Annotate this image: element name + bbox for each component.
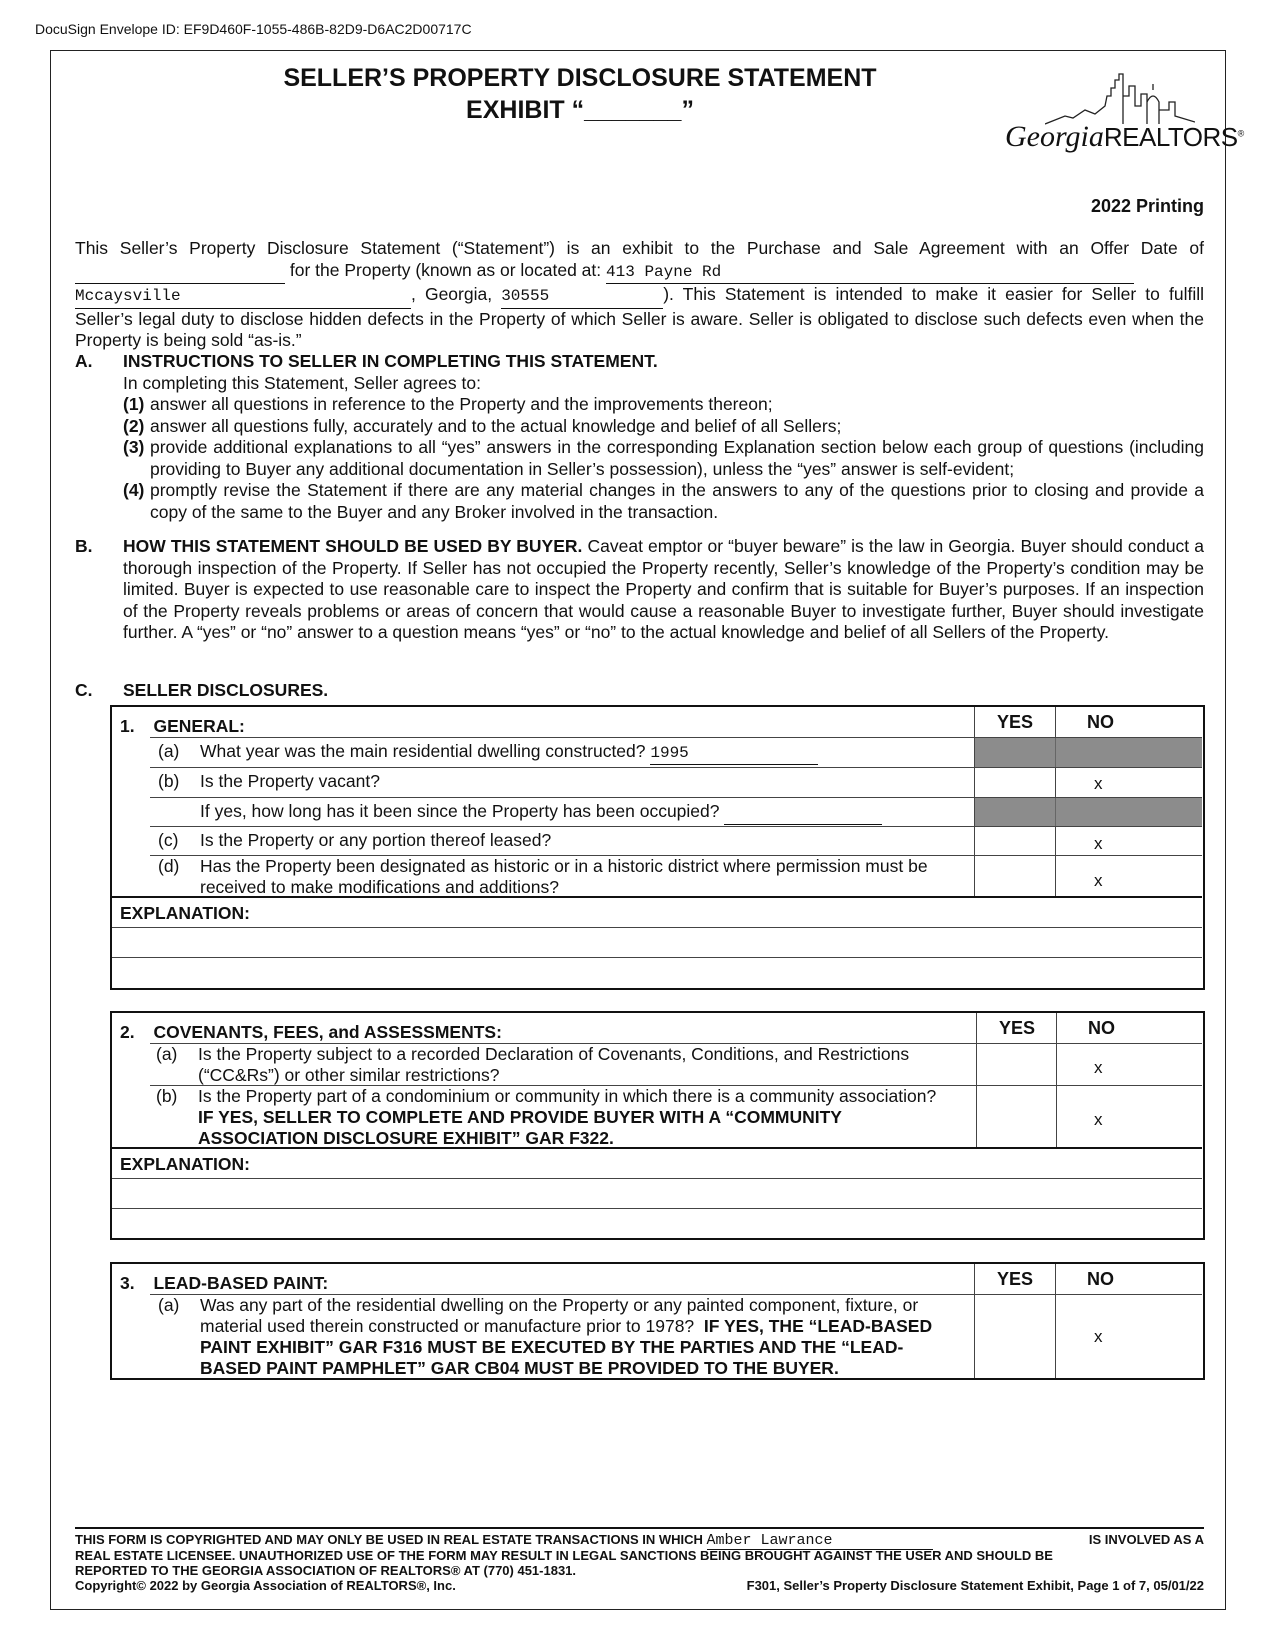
section-b — [75, 536, 1204, 644]
question-b: Is the Property part of a condominium or community in which there is a community association? IF YES, SELLER TO COMPLETE AND PROVIDE BUYER WITH A “COMMUNITY ASSOCIATION DISCLOSURE EXHIBIT” GAR F322. — [198, 1086, 937, 1148]
vacancy-duration-field[interactable] — [724, 803, 882, 825]
yes-header: YES — [999, 1018, 1036, 1038]
explanation-label: EXPLANATION: — [120, 1154, 250, 1174]
section-heading: GENERAL: — [153, 716, 245, 736]
question-a: Is the Property subject to a recorded Declaration of Covenants, Conditions, and Restrictions (“CC&Rs”) or other similar restrictions? — [198, 1044, 910, 1085]
section-heading: LEAD-BASED PAINT: — [153, 1273, 329, 1293]
licensee-field[interactable]: Amber Lawrance — [707, 1533, 933, 1550]
section-c-letter: C. — [75, 680, 93, 700]
intro-text-4: ). This Statement is intended to make it easier for Seller to fulfill Seller’s legal duty to disclose hidden defects in the Property of which Seller is aware. Seller is obligated to disclose such defects even when the Property is being sold “as-is.” — [75, 284, 1204, 350]
printing-year: 2022 Printing — [1090, 196, 1204, 216]
georgia-realtors-logo — [1005, 66, 1245, 166]
section-c-heading: SELLER DISCLOSURES. — [123, 680, 329, 700]
list-item: (4) promptly revise the Statement if there are any material changes in the answers to any of the questions prior to closing and provide a copy of the same to the Buyer and any Broker involved in the transaction. — [123, 480, 1204, 522]
section-a-list — [123, 394, 1204, 523]
section-a-heading: INSTRUCTIONS TO SELLER IN COMPLETING THIS STATEMENT. — [123, 351, 658, 371]
list-item: (1) answer all questions in reference to the Property and the improvements thereon; — [123, 394, 773, 414]
offer-date-field[interactable] — [75, 262, 285, 285]
no-header: NO — [1087, 1269, 1114, 1289]
title-line-1: SELLER’S PROPERTY DISCLOSURE STATEMENT — [283, 64, 877, 92]
logo-registered: ® — [1237, 128, 1245, 139]
form-id: F301, Seller’s Property Disclosure Statement Exhibit, Page 1 of 7, 05/01/22 — [746, 1578, 1204, 1593]
yes-header: YES — [997, 712, 1034, 732]
section-b-heading: HOW THIS STATEMENT SHOULD BE USED BY BUYER. — [123, 536, 583, 556]
explanation-label: EXPLANATION: — [120, 903, 250, 923]
intro-paragraph — [75, 238, 1204, 352]
skyline-icon — [1045, 66, 1195, 126]
copyright: Copyright© 2022 by Georgia Association of REALTORS®, Inc. — [75, 1578, 456, 1593]
footer-text: THIS FORM IS COPYRIGHTED AND MAY ONLY BE USED IN REAL ESTATE TRANSACTIONS IN WHICH — [75, 1532, 703, 1547]
zip-field[interactable]: 30555 — [501, 286, 663, 309]
page-title — [240, 62, 920, 126]
section-a-lead: In completing this Statement, Seller agrees to: — [123, 372, 481, 393]
section-number: 2. — [120, 1022, 135, 1042]
section-b-text: Caveat emptor or “buyer beware” is the law in Georgia. Buyer should conduct a thorough inspection of the Property. If Seller has not occupied the Property recently, Seller’s knowledge of the Property’s condition may be limited. Buyer is expected to use reasonable care to inspect the Property and confirm that is suitable for Buyer’s purposes. If an inspection of the Property reveals problems or areas of concern that would cause a reasonable Buyer to investigate further, Buyer should investigate further. A “yes” or “no” answer to a question means “yes” or “no” to the actual knowledge and belief of all Sellers of the Property. — [123, 536, 1204, 642]
list-item: (3) provide additional explanations to all “yes” answers in the corresponding Explanation section below each group of questions (including providing to Buyer any additional documentation in Seller’s possession), unless the “yes” answer is self-evident; — [123, 437, 1204, 479]
answer-no-checkbox[interactable]: x — [1094, 1327, 1103, 1346]
lead-paint-table: YES NO 3. LEAD-BASED PAINT: (a) Was any part of the residential dwelling on the Property or any painted component, fixture, or material used therein constructed or manufacture prior to 1978? IF YES, THE “LEAD-BASED PAINT EXHIBIT” GAR F316 MUST BE EXECUTED BY THE PARTIES AND THE “LEAD- BASED PAINT PAMPHLET” GAR CB04 MUST BE PROVIDED TO THE BUYER. x — [110, 1262, 1205, 1380]
section-a — [75, 351, 1204, 523]
section-number: 1. — [120, 716, 135, 736]
question-b-followup: If yes, how long has it been since the Property has been occupied? — [200, 801, 882, 825]
question-a: What year was the main residential dwelling constructed? 1995 — [200, 741, 818, 765]
section-b-letter: B. — [75, 536, 93, 556]
section-heading: COVENANTS, FEES, and ASSESSMENTS: — [153, 1022, 502, 1042]
intro-text-1: This Seller’s Property Disclosure Statement (“Statement”) is an exhibit to the Purchase and Sale Agreement with an Offer Date of — [75, 238, 1204, 258]
explanation-line[interactable] — [114, 928, 1200, 956]
footer-text: REAL ESTATE LICENSEE. UNAUTHORIZED USE OF THE FORM MAY RESULT IN LEGAL SANCTIONS BEING BROUGHT AGAINST THE USER AND SHOULD BE — [75, 1548, 1053, 1563]
intro-text-3: , Georgia, — [411, 284, 493, 304]
question-d: Has the Property been designated as historic or in a historic district where permission must be received to make modifications and additions? — [200, 856, 928, 897]
title-line-2: EXHIBIT “_______” — [466, 96, 694, 124]
logo-caps: REALTORS — [1103, 122, 1238, 152]
answer-no-checkbox[interactable]: x — [1094, 1058, 1103, 1077]
no-header: NO — [1087, 712, 1114, 732]
address-field[interactable]: 413 Payne Rd — [606, 262, 1134, 285]
general-table: YES NO 1. GENERAL: (a) What year was the main residential dwelling constructed? 1995 (b) Is the Property vacant? x If yes, how long has it been since the Property has been occupied? (c) Is the Property or any portion thereof leased? x (d) Has the Property been designated as historic or in a historic district where permission must be received to make modifications and additions? x EXPLANATION: — [110, 705, 1205, 990]
explanation-line[interactable] — [114, 1209, 1200, 1237]
yes-header: YES — [997, 1269, 1034, 1289]
no-header: NO — [1088, 1018, 1115, 1038]
year-built-field[interactable]: 1995 — [650, 743, 818, 765]
list-item: (2) answer all questions fully, accurately and to the actual knowledge and belief of all Sellers; — [123, 415, 842, 436]
answer-no-checkbox[interactable]: x — [1094, 774, 1103, 793]
answer-no-checkbox[interactable]: x — [1094, 1110, 1103, 1129]
explanation-line[interactable] — [114, 958, 1200, 986]
city-field[interactable]: Mccaysville — [75, 286, 411, 309]
answer-no-checkbox[interactable]: x — [1094, 834, 1103, 853]
footer-text: REPORTED TO THE GEORGIA ASSOCIATION OF REALTORS® AT (770) 451-1831. — [75, 1563, 577, 1578]
covenants-table: YES NO 2. COVENANTS, FEES, and ASSESSMENTS: (a) Is the Property subject to a recorded Declaration of Covenants, Conditions, and Restrictions (“CC&Rs”) or other similar restrictions? x (b) Is the Property part of a condominium or community in which there is a community association? IF YES, SELLER TO COMPLETE AND PROVIDE BUYER WITH A “COMMUNITY ASSOCIATION DISCLOSURE EXHIBIT” GAR F322. x EXPLANATION: — [110, 1011, 1205, 1240]
section-number: 3. — [120, 1273, 135, 1293]
shaded-cell — [975, 738, 1202, 767]
question-a: Was any part of the residential dwelling on the Property or any painted component, fixture, or material used therein constructed or manufacture prior to 1978? IF YES, THE “LEAD-BASED PAINT EXHIBIT” GAR F316 MUST BE EXECUTED BY THE PARTIES AND THE “LEAD- BASED PAINT PAMPHLET” GAR CB04 MUST BE PROVIDED TO THE BUYER. — [200, 1295, 933, 1378]
answer-no-checkbox[interactable]: x — [1094, 871, 1103, 890]
logo-script: Georgia — [1005, 120, 1104, 153]
question-c: Is the Property or any portion thereof leased? — [200, 830, 552, 850]
question-b: Is the Property vacant? — [200, 771, 380, 791]
logo-wordmark — [1005, 120, 1244, 154]
explanation-line[interactable] — [114, 1179, 1200, 1207]
envelope-id: DocuSign Envelope ID: EF9D460F-1055-486B-82D9-D6AC2D00717C — [35, 21, 472, 37]
section-c — [75, 680, 1204, 702]
shaded-cell — [975, 798, 1202, 826]
section-a-letter: A. — [75, 351, 93, 371]
intro-text-2: for the Property (known as or located at: — [289, 259, 602, 280]
